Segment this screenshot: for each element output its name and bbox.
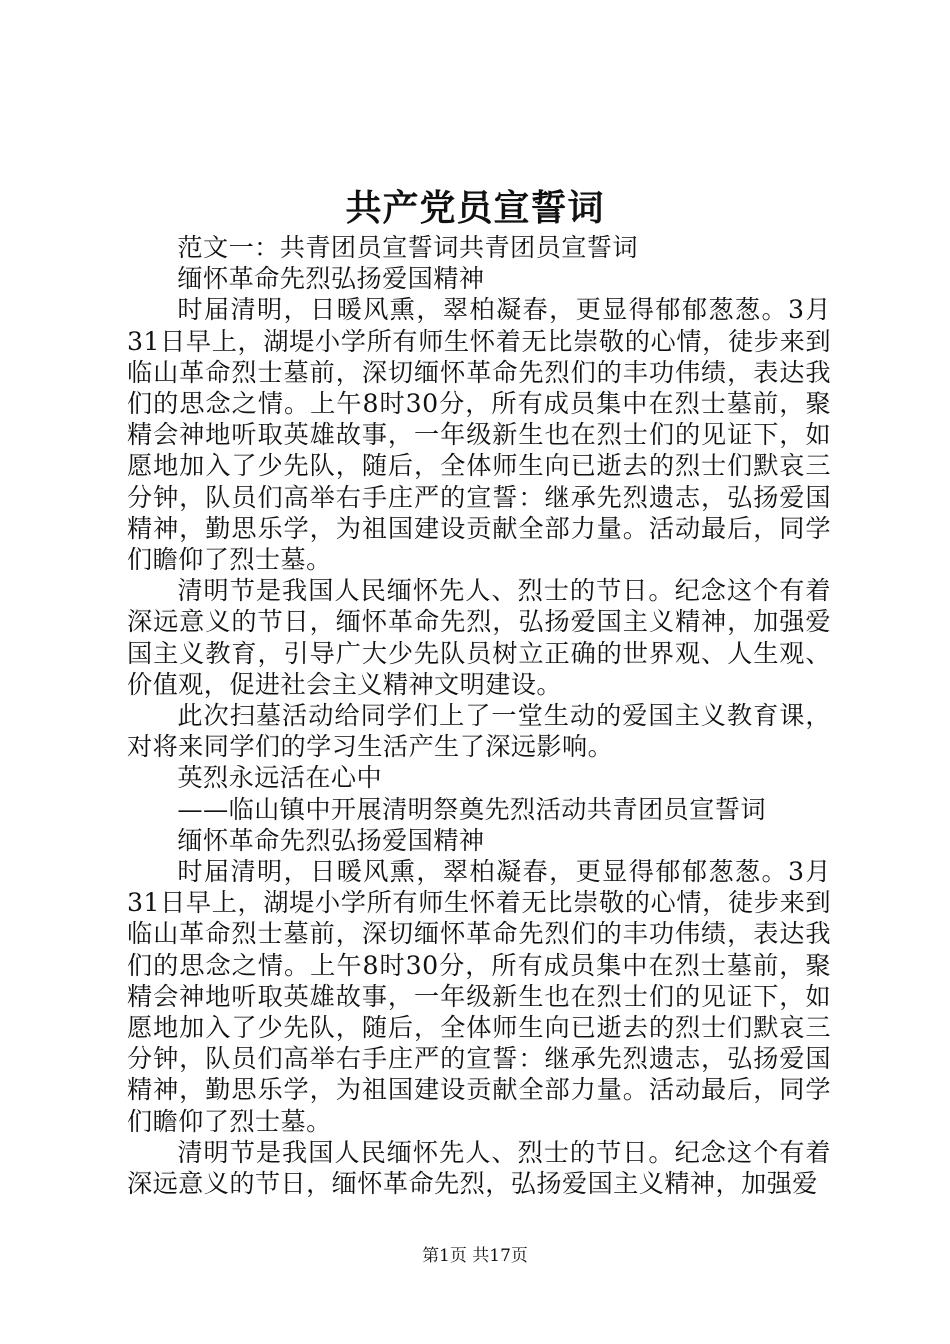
paragraph: 英烈永远活在心中 <box>177 763 383 793</box>
paragraph: 时届清明，日暖风熏，翠柏凝春，更显得郁郁葱葱。3月31日早上，湖堤小学所有师生怀着无比崇敬的心情，徒步来到临山革命烈士墓前，深切缅怀革命先烈们的丰功伟绩，表达我们的思念之情。上午8时30分，所有成员集中在烈士墓前，聚精会神地听取英雄故事，一年级新生也在烈士们的见证下，如愿地加入了少先队，随后，全体师生向已逝去的烈士们默哀三分钟，队员们高举右手庄严的宣誓：继承先烈遗志，弘扬爱国精神，勤思乐学，为祖国建设贡献全部力量。活动最后，同学们瞻仰了烈士墓。 <box>127 857 831 1136</box>
paragraph: 范文一：共青团员宣誓词共青团员宣誓词 <box>177 233 638 262</box>
paragraph: 缅怀革命先烈弘扬爱国精神 <box>177 264 485 294</box>
document-title: 共产党员宣誓词 <box>345 187 605 229</box>
paragraph: 时届清明，日暖风熏，翠柏凝春，更显得郁郁葱葱。3月31日早上，湖堤小学所有师生怀着无比崇敬的心情，徒步来到临山革命烈士墓前，深切缅怀革命先烈们的丰功伟绩，表达我们的思念之情。上午8时30分，所有成员集中在烈士墓前，聚精会神地听取英雄故事，一年级新生也在烈士们的见证下，如愿地加入了少先队，随后，全体师生向已逝去的烈士们默哀三分钟，队员们高举右手庄严的宣誓：继承先烈遗志，弘扬爱国精神，勤思乐学，为祖国建设贡献全部力量。活动最后，同学们瞻仰了烈士墓。 <box>127 295 831 575</box>
document-body <box>127 232 831 1199</box>
paragraph: 此次扫墓活动给同学们上了一堂生动的爱国主义教育课，对将来同学们的学习生活产生了深远影响。 <box>127 701 831 762</box>
paragraph: 清明节是我国人民缅怀先人、烈士的节日。纪念这个有着深远意义的节日，缅怀革命先烈，弘扬爱国主义精神，加强爱 <box>127 1137 831 1199</box>
paragraph: 缅怀革命先烈弘扬爱国精神 <box>177 825 485 855</box>
paragraph: ——临山镇中开展清明祭奠先烈活动共青团员宣誓词 <box>177 794 766 824</box>
page-footer: 第1页 共17页 <box>422 1246 528 1266</box>
paragraph: 清明节是我国人民缅怀先人、烈士的节日。纪念这个有着深远意义的节日，缅怀革命先烈，弘扬爱国主义精神，加强爱国主义教育，引导广大少先队员树立正确的世界观、人生观、价值观，促进社会主义精神文明建设。 <box>127 576 831 699</box>
